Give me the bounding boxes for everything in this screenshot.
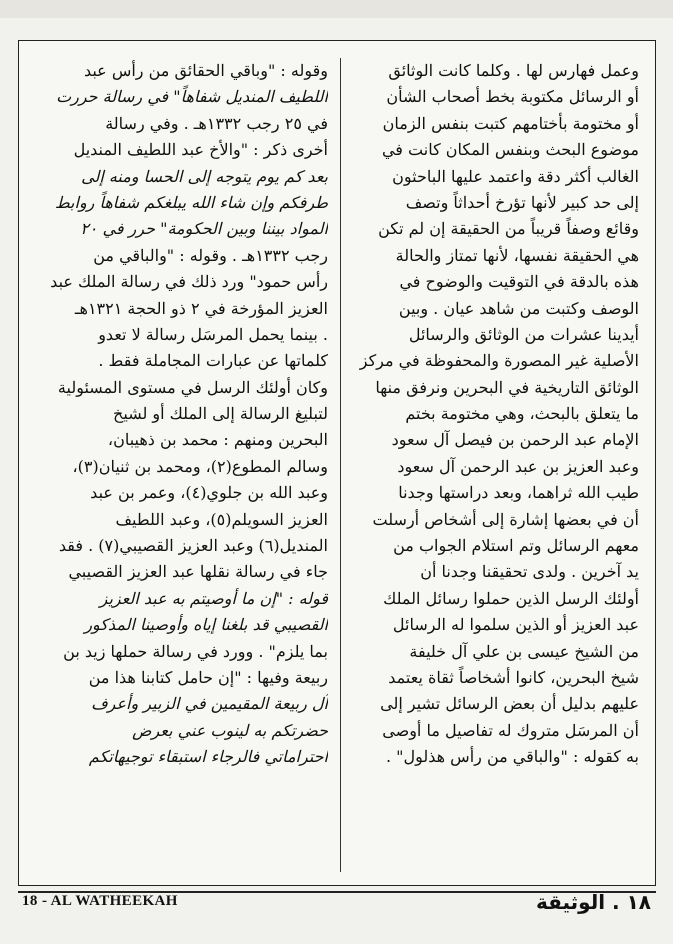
- text-line: رأس حمود" ورد ذلك في رسالة الملك عبد: [50, 272, 328, 292]
- column-divider: [340, 58, 341, 872]
- text-line: وقوله : "وباقي الحقائق من رأس عبد: [83, 61, 328, 80]
- quoted-text-line: حضرتكم به لينوب عني بعرض: [132, 720, 328, 740]
- text-line: الأصلية غير المصورة والمحفوظة في مركز: [359, 351, 639, 371]
- text-line: رجب ١٣٣٢هـ . وقوله : "والباقي من: [93, 245, 328, 265]
- quoted-text-line: طرفكم وإن شاء الله يبلغكم شفاهاً روابط: [54, 192, 328, 212]
- text-line: وعبد الله بن جلوي(٤)، وعمر بن عبد: [90, 483, 328, 503]
- text-line: العزيز المؤرخة في ٢ ذو الحجة ١٣٢١هـ: [74, 298, 328, 318]
- text-line: من الشيخ عيسى بن علي آل خليفة: [409, 641, 639, 661]
- left-text-column: [28, 58, 328, 872]
- text-line: أولئك الرسل الذين حملوا رسائل الملك: [383, 588, 639, 608]
- text-line: عبد العزيز أو الذين سلموا له الرسائل: [392, 615, 639, 635]
- text-line: أن في بعضها إشارة إلى أشخاص أرسلت: [372, 509, 639, 529]
- text-line: بما يلزم" . وورد في رسالة حملها زيد بن: [63, 641, 328, 661]
- text-line: لتبليغ الرسالة إلى الملك أو لشيخ: [113, 404, 328, 424]
- text-line: هذه بالدقة في التوقيت والوضوح في: [399, 272, 639, 292]
- text-line: الغالب أكثر دقة واعتمد عليها الباحثون: [392, 166, 639, 186]
- text-line: شيخ البحرين، كانوا أشخاصاً ثقاة يعتمد: [388, 667, 639, 687]
- text-line: المنديل(٦) وعبد العزيز القصيبي(٧) . فقد: [58, 536, 328, 556]
- text-line: موضوع البحث وبنفس المكان كانت في: [381, 140, 639, 160]
- footer-page-label-english: 18 - AL WATHEEKAH: [22, 893, 178, 909]
- quoted-text-line: بعد كم يوم يتوجه إلى الحسا ومنه إلى: [81, 166, 328, 186]
- text-line: هي الحقيقة نفسها، لأنها تمتاز والحالة: [395, 245, 639, 265]
- text-line: جاء في رسالة نقلها عبد العزيز القصيبي: [68, 562, 328, 582]
- quoted-text-line: المواد بيننا وبين الحكومة" حرر في ٢٠: [80, 219, 328, 239]
- text-line: به كقوله : "والباقي من رأس هذلول" .: [385, 747, 639, 767]
- text-line: وسالم المطوع(٢)، ومحمد بن ثنيان(٣)،: [72, 456, 328, 476]
- text-line: الوثائق التاريخية في البحرين ونرفق منها: [375, 377, 639, 397]
- quoted-text-line: قوله : "إن ما أوصيتم به عبد العزيز: [99, 588, 328, 608]
- text-line: عليهم بدليل أن بعض الرسائل تشير إلى: [380, 694, 639, 714]
- right-text-column: [353, 58, 639, 872]
- quoted-text-line: القصيبي قد بلغنا إياه وأوصينا المذكور: [84, 615, 328, 635]
- text-line: أيدينا عشرات من الوثائق والرسائل: [408, 324, 639, 344]
- quoted-text-line: آل ربيعة المقيمين في الزبير وأعرف: [91, 694, 328, 714]
- text-line: إلى حد كبير لأنها تؤرخ أحداثاً وتصف: [405, 192, 639, 212]
- text-line: أو مختومة بأختامهم كتبت بنفس الزمان: [382, 113, 639, 133]
- text-line: العزيز السويلم(٥)، وعبد اللطيف: [115, 509, 328, 529]
- text-line: الإمام عبد الرحمن بن فيصل آل سعود: [391, 430, 639, 450]
- text-line: طيب الله ثراهما، وبعد دراستها وجدنا: [398, 483, 639, 503]
- footer-page-label-arabic: ١٨ . الوثيقة: [535, 890, 651, 914]
- text-line: أو الرسائل مكتوبة بخط أصحاب الشأن: [386, 87, 639, 107]
- text-line: ربيعة وفيها : "إن حامل كتابنا هذا من: [88, 667, 328, 687]
- quoted-text-line: احتراماتي فالرجاء استبقاء توجيهاتكم: [88, 747, 328, 767]
- text-line: وعبد العزيز بن عبد الرحمن آل سعود: [397, 456, 639, 476]
- text-line: الوصف وكتبت من شاهد عيان . وبين: [398, 298, 639, 318]
- page-top-strip: [0, 0, 673, 18]
- text-line: وقائع وصفاً قريباً من الحقيقة إن لم تكن: [378, 219, 639, 239]
- text-line: في ٢٥ رجب ١٣٣٢هـ . وفي رسالة: [105, 113, 328, 133]
- text-line: أن المرسَل متروك له تفاصيل ما أوصى: [382, 720, 639, 740]
- text-line: أخرى ذكر : "والأخ عبد اللطيف المنديل: [73, 140, 328, 160]
- text-line: البحرين ومنهم : محمد بن ذهيبان،: [107, 430, 328, 450]
- text-line: وعمل فهارس لها . وكلما كانت الوثائق: [388, 61, 639, 80]
- text-line: كلماتها عن عبارات المجاملة فقط .: [98, 351, 328, 371]
- quoted-text-line: اللطيف المنديل شفاهاً" في رسالة حررت: [56, 87, 328, 107]
- text-line: معهم الرسائل وتم استلام الجواب من: [393, 536, 639, 556]
- text-line: وكان أولئك الرسل في مستوى المسئولية: [57, 377, 328, 397]
- text-line: . بينما يحمل المرسَل رسالة لا تعدو: [98, 324, 328, 344]
- text-line: يد آخرين . ولدى تحقيقنا وجدنا أن: [420, 562, 639, 582]
- text-line: ما يتعلق بالبحث، وهي مختومة بختم: [405, 404, 639, 424]
